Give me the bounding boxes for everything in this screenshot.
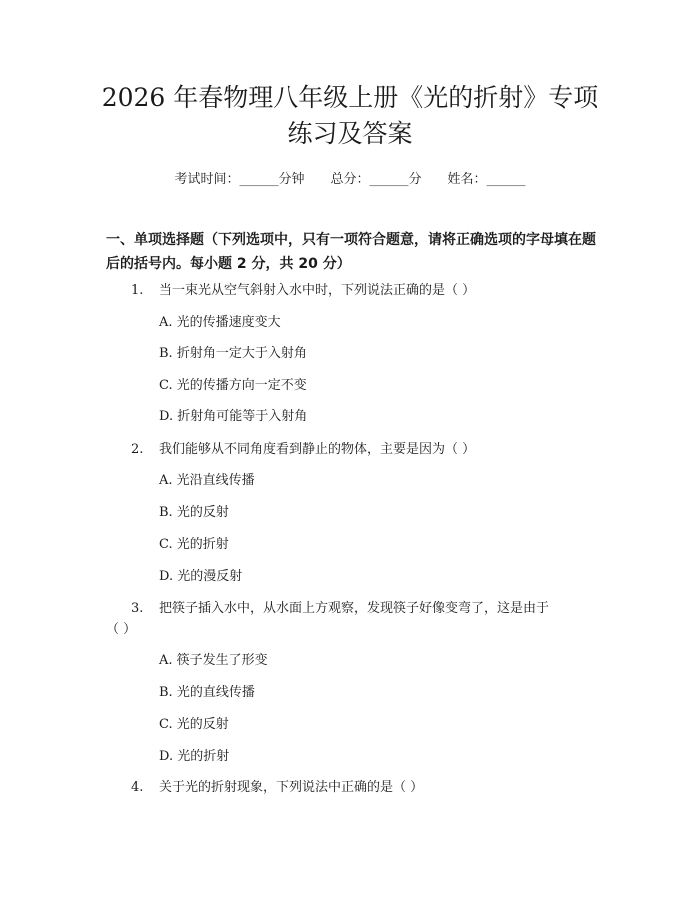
exam-info-line: 考试时间：______分钟 总分：______分 姓名：______ — [174, 172, 526, 187]
question-text: 把筷子插入水中，从水面上方观察，发现筷子好像变弯了，这是由于 — [159, 601, 550, 616]
section-heading: 一、单项选择题（下列选项中，只有一项符合题意，请将正确选项的字母填在题后的括号内。每小题 2 分，共 20 分） — [106, 232, 596, 272]
question-3-option-d: D. 光的折射 — [159, 749, 230, 764]
question-text: 当一束光从空气斜射入水中时，下列说法正确的是（ ） — [159, 283, 476, 298]
question-4 — [131, 777, 611, 799]
question-1-option-c: C. 光的传播方向一定不变 — [159, 378, 307, 393]
question-3-option-a: A. 筷子发生了形变 — [159, 653, 268, 668]
title-line-1: 2026 年春物理八年级上册《光的折射》专项 — [101, 83, 599, 112]
question-2-option-a: A. 光沿直线传播 — [159, 473, 255, 488]
question-1-option-a: A. 光的传播速度变大 — [159, 315, 281, 330]
question-1-option-d: D. 折射角可能等于入射角 — [159, 409, 308, 424]
question-2-option-c: C. 光的折射 — [159, 537, 229, 552]
title-line-2: 练习及答案 — [287, 119, 413, 148]
question-3-answer-bracket: （ ） — [106, 622, 137, 637]
question-number: 3. — [131, 601, 144, 616]
question-number: 4. — [131, 780, 144, 795]
question-3 — [131, 598, 611, 620]
question-text: 我们能够从不同角度看到静止的物体，主要是因为（ ） — [159, 442, 476, 457]
document-title — [60, 80, 640, 152]
question-2-option-b: B. 光的反射 — [159, 505, 229, 520]
question-3-option-c: C. 光的反射 — [159, 717, 229, 732]
question-3-option-b: B. 光的直线传播 — [159, 685, 255, 700]
question-number: 1. — [131, 283, 144, 298]
question-1 — [131, 280, 611, 302]
question-number: 2. — [131, 442, 144, 457]
question-2-option-d: D. 光的漫反射 — [159, 569, 243, 584]
question-1-option-b: B. 折射角一定大于入射角 — [159, 346, 307, 361]
question-2 — [131, 439, 611, 461]
question-text: 关于光的折射现象，下列说法中正确的是（ ） — [159, 780, 424, 795]
